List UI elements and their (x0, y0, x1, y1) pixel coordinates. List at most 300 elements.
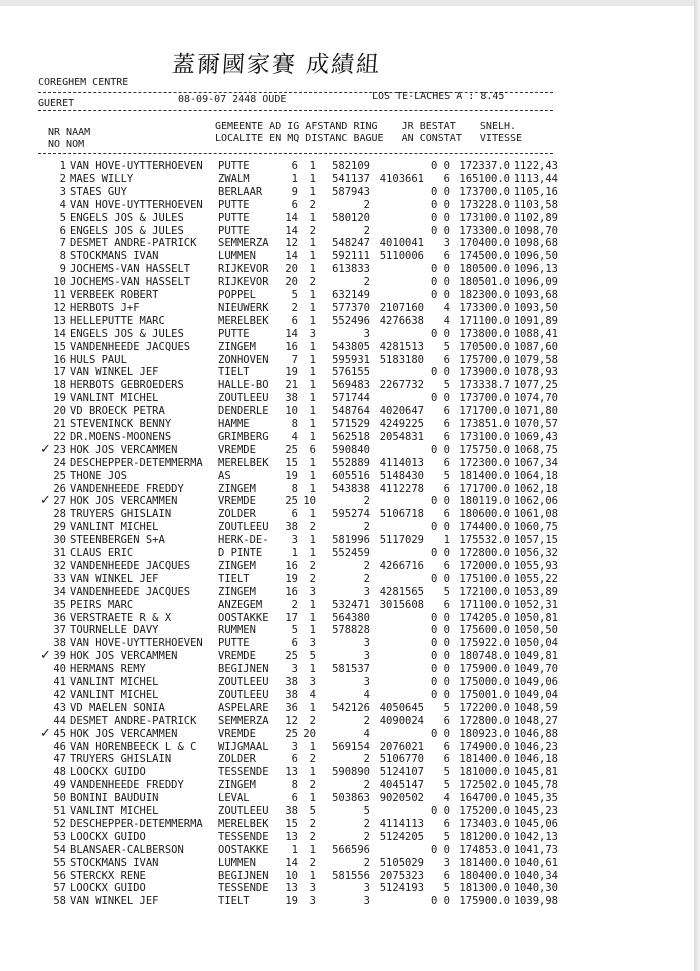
row-speed: 1098,68 (513, 237, 558, 250)
row-name: VERBEEK ROBERT (70, 289, 159, 301)
row-ad: 17 (285, 611, 298, 624)
row-ad: 38 (285, 805, 298, 817)
row-ig: 3 (309, 882, 316, 895)
row-locality: ZOLDER (218, 753, 256, 766)
row-ring: 4276638 (379, 314, 424, 327)
row-locality: HALLE-BO (218, 379, 269, 392)
row-distance: 2 (363, 495, 370, 508)
row-locality: OOSTAKKE (218, 611, 269, 624)
row-ig: 2 (309, 276, 316, 289)
row-distance: 605516 (332, 469, 370, 482)
row-ig: 1 (309, 611, 316, 624)
row-ad: 19 (285, 366, 298, 379)
row-ad: 10 (285, 405, 298, 418)
row-distance: 543805 (332, 340, 370, 353)
row-year: 4 (443, 792, 450, 805)
row-name: VAN WINKEL JEF (70, 366, 159, 379)
row-name: STOCKMANS IVAN (70, 250, 159, 263)
row-locality: PUTTE (218, 211, 250, 224)
row-ad: 2 (291, 598, 298, 611)
row-ring: 4114113 (379, 817, 424, 830)
row-ig: 20 (303, 727, 316, 740)
row-name: STAES GUY (70, 185, 127, 198)
row-constat: 173403.0 (459, 817, 510, 830)
row-rank: 32 (53, 559, 66, 572)
handwritten-check-icon: ✓ (40, 441, 51, 457)
row-speed: 1040,34 (513, 869, 558, 882)
row-rank: 57 (53, 882, 66, 895)
row-locality: TESSENDE (218, 766, 269, 779)
row-ig: 3 (309, 585, 316, 598)
row-distance: 552496 (332, 314, 370, 327)
row-ad: 3 (291, 534, 298, 547)
row-speed: 1071,80 (513, 405, 558, 418)
row-rank: 20 (53, 405, 66, 418)
row-distance: 562518 (332, 430, 370, 443)
row-rank: 28 (53, 508, 66, 521)
row-ig: 1 (309, 701, 316, 714)
row-speed: 1057,15 (513, 534, 558, 547)
row-name: VANLINT MICHEL (70, 688, 159, 701)
row-name: HOK JOS VERCAMMEN (70, 727, 178, 740)
row-rank: 45 (53, 727, 66, 740)
row-name: HERMANS REMY (70, 663, 146, 676)
row-constat: 172000.0 (459, 559, 510, 572)
row-speed: 1048,59 (513, 701, 558, 714)
row-ad: 4 (291, 430, 298, 443)
row-ad: 38 (285, 521, 298, 534)
row-ad: 14 (285, 856, 298, 869)
row-ad: 12 (285, 714, 298, 727)
row-ig: 1 (309, 430, 316, 443)
row-constat: 173700.0 (459, 392, 510, 405)
row-year: 6 (443, 740, 450, 753)
row-rank: 43 (53, 701, 66, 714)
row-distance: 632149 (332, 289, 370, 301)
row-locality: BERLAAR (218, 185, 263, 198)
row-distance: 2 (363, 714, 370, 727)
row-constat: 174400.0 (459, 521, 510, 534)
row-name: HERBOTS GEBROEDERS (70, 379, 184, 392)
row-constat: 175922.0 (459, 637, 510, 650)
row-year: 0 0 (431, 572, 450, 585)
row-speed: 1062,06 (513, 495, 558, 508)
row-year: 0 0 (431, 289, 450, 301)
row-rank: 3 (59, 185, 66, 198)
row-year: 4 (443, 314, 450, 327)
row-ring: 4103661 (379, 172, 424, 185)
row-rank: 53 (53, 830, 66, 843)
row-ad: 2 (291, 301, 298, 314)
row-distance: 5 (363, 805, 370, 817)
row-locality: RIJKEVOR (218, 263, 269, 276)
row-name: LOOCKX GUIDO (70, 766, 146, 779)
row-ad: 36 (285, 701, 298, 714)
row-constat: 173338.7 (459, 379, 510, 392)
row-rank: 41 (53, 676, 66, 688)
row-ad: 16 (285, 340, 298, 353)
scan-edge-top (0, 0, 700, 6)
row-ad: 14 (285, 250, 298, 263)
row-constat: 181000.0 (459, 766, 510, 779)
row-distance: 2 (363, 559, 370, 572)
row-distance: 548764 (332, 405, 370, 418)
row-locality: GRIMBERG (218, 430, 269, 443)
row-year: 0 0 (431, 611, 450, 624)
row-constat: 173300.0 (459, 224, 510, 237)
row-rank: 50 (53, 792, 66, 805)
row-constat: 174205.0 (459, 611, 510, 624)
row-ad: 20 (285, 276, 298, 289)
row-ig: 3 (309, 676, 316, 688)
row-year: 0 0 (431, 263, 450, 276)
row-ring: 4114013 (379, 456, 424, 469)
row-rank: 24 (53, 456, 66, 469)
row-ig: 5 (309, 650, 316, 663)
row-constat: 171700.0 (459, 482, 510, 495)
row-name: VANLINT MICHEL (70, 805, 159, 817)
row-ig: 1 (309, 314, 316, 327)
row-ig: 1 (309, 624, 316, 637)
row-locality: PUTTE (218, 637, 250, 650)
row-name: STEVENINCK BENNY (70, 418, 172, 430)
row-speed: 1062,18 (513, 482, 558, 495)
row-speed: 1069,43 (513, 430, 558, 443)
row-year: 5 (443, 585, 450, 598)
row-year: 0 0 (431, 366, 450, 379)
row-ring: 4045147 (379, 779, 424, 792)
row-speed: 1122,43 (513, 160, 558, 172)
row-locality: MERELBEK (218, 817, 269, 830)
row-rank: 23 (53, 443, 66, 456)
row-ig: 1 (309, 405, 316, 418)
row-rank: 7 (59, 237, 66, 250)
row-name: VANLINT MICHEL (70, 676, 159, 688)
row-locality: WIJGMAAL (218, 740, 269, 753)
row-rank: 54 (53, 843, 66, 856)
row-ad: 25 (285, 495, 298, 508)
row-name: VAN HOVE-UYTTERHOEVEN (70, 160, 203, 172)
row-ad: 8 (291, 418, 298, 430)
row-constat: 173300.0 (459, 301, 510, 314)
row-speed: 1046,23 (513, 740, 558, 753)
row-rank: 55 (53, 856, 66, 869)
row-name: VAN HOVE-UYTTERHOEVEN (70, 198, 203, 211)
row-speed: 1055,93 (513, 559, 558, 572)
row-constat: 175900.0 (459, 663, 510, 676)
row-name: DESCHEPPER-DETEMMERMA (70, 817, 203, 830)
row-year: 6 (443, 869, 450, 882)
row-year: 0 0 (431, 160, 450, 172)
row-locality: RIJKEVOR (218, 276, 269, 289)
row-distance: 590840 (332, 443, 370, 456)
row-ad: 16 (285, 559, 298, 572)
row-rank: 1 (59, 160, 66, 172)
row-locality: PUTTE (218, 327, 250, 340)
row-ig: 2 (309, 559, 316, 572)
handwritten-check-icon: ✓ (40, 725, 51, 741)
row-speed: 1060,75 (513, 521, 558, 534)
row-ig: 1 (309, 172, 316, 185)
row-year: 6 (443, 714, 450, 727)
row-locality: VREMDE (218, 727, 256, 740)
row-constat: 174853.0 (459, 843, 510, 856)
row-ig: 2 (309, 753, 316, 766)
row-speed: 1045,81 (513, 766, 558, 779)
row-ig: 1 (309, 160, 316, 172)
row-ad: 6 (291, 160, 298, 172)
row-ig: 1 (309, 663, 316, 676)
row-rank: 35 (53, 598, 66, 611)
row-rank: 58 (53, 895, 66, 908)
row-speed: 1068,75 (513, 443, 558, 456)
row-ring: 2054831 (379, 430, 424, 443)
row-ig: 1 (309, 418, 316, 430)
row-name: ENGELS JOS & JULES (70, 327, 184, 340)
row-constat: 181400.0 (459, 469, 510, 482)
row-year: 6 (443, 598, 450, 611)
row-locality: SEMMERZA (218, 237, 269, 250)
row-ig: 1 (309, 469, 316, 482)
row-locality: LUMMEN (218, 250, 256, 263)
row-ad: 38 (285, 676, 298, 688)
row-speed: 1048,27 (513, 714, 558, 727)
row-rank: 52 (53, 817, 66, 830)
row-speed: 1045,06 (513, 817, 558, 830)
row-constat: 180119.0 (459, 495, 510, 508)
row-ad: 12 (285, 237, 298, 250)
row-year: 1 (443, 534, 450, 547)
row-ig: 3 (309, 637, 316, 650)
row-constat: 173700.0 (459, 185, 510, 198)
row-ig: 1 (309, 598, 316, 611)
row-locality: ZINGEM (218, 482, 256, 495)
row-ig: 1 (309, 482, 316, 495)
row-ig: 6 (309, 443, 316, 456)
row-locality: AS (218, 469, 231, 482)
row-distance: 571529 (332, 418, 370, 430)
row-speed: 1074,70 (513, 392, 558, 405)
row-ring: 5105029 (379, 856, 424, 869)
row-constat: 174500.0 (459, 250, 510, 263)
row-distance: 2 (363, 521, 370, 534)
row-speed: 1045,35 (513, 792, 558, 805)
row-distance: 2 (363, 572, 370, 585)
row-locality: ZINGEM (218, 779, 256, 792)
row-name: HULS PAUL (70, 353, 127, 366)
row-locality: NIEUWERK (218, 301, 269, 314)
row-year: 5 (443, 830, 450, 843)
row-year: 0 0 (431, 624, 450, 637)
row-constat: 181400.0 (459, 753, 510, 766)
row-ring: 5124193 (379, 882, 424, 895)
row-ad: 1 (291, 547, 298, 559)
row-speed: 1103,58 (513, 198, 558, 211)
row-distance: 2 (363, 224, 370, 237)
row-distance: 581537 (332, 663, 370, 676)
row-distance: 2 (363, 779, 370, 792)
row-rank: 13 (53, 314, 66, 327)
row-name: VANDENHEEDE FREDDY (70, 779, 184, 792)
row-ad: 19 (285, 572, 298, 585)
row-constat: 173851.0 (459, 418, 510, 430)
row-year: 0 0 (431, 211, 450, 224)
row-year: 6 (443, 508, 450, 521)
row-name: VAN HOVE-UYTTERHOEVEN (70, 637, 203, 650)
row-ad: 6 (291, 753, 298, 766)
row-year: 5 (443, 779, 450, 792)
row-constat: 175750.0 (459, 443, 510, 456)
row-ring: 5110006 (379, 250, 424, 263)
row-rank: 2 (59, 172, 66, 185)
row-constat: 172200.0 (459, 701, 510, 714)
row-distance: 571744 (332, 392, 370, 405)
row-rank: 56 (53, 869, 66, 882)
row-name: VAN HORENBEECK L & C (70, 740, 197, 753)
row-year: 5 (443, 379, 450, 392)
row-locality: RUMMEN (218, 624, 256, 637)
row-speed: 1050,50 (513, 624, 558, 637)
row-ad: 10 (285, 869, 298, 882)
row-speed: 1049,81 (513, 650, 558, 663)
row-locality: ZOUTLEEU (218, 521, 269, 534)
row-ig: 1 (309, 211, 316, 224)
row-ig: 1 (309, 508, 316, 521)
row-speed: 1096,50 (513, 250, 558, 263)
row-distance: 552889 (332, 456, 370, 469)
row-distance: 613833 (332, 263, 370, 276)
row-ig: 1 (309, 392, 316, 405)
row-speed: 1070,57 (513, 418, 558, 430)
row-name: TRUYERS GHISLAIN (70, 508, 172, 521)
row-rank: 48 (53, 766, 66, 779)
row-constat: 180500.0 (459, 263, 510, 276)
row-rank: 15 (53, 340, 66, 353)
row-name: HERBOTS J+F (70, 301, 140, 314)
row-constat: 172337.0 (459, 160, 510, 172)
row-ig: 2 (309, 817, 316, 830)
row-rank: 8 (59, 250, 66, 263)
row-speed: 1061,08 (513, 508, 558, 521)
row-speed: 1049,06 (513, 676, 558, 688)
row-distance: 2 (363, 753, 370, 766)
row-rank: 12 (53, 301, 66, 314)
row-ad: 25 (285, 443, 298, 456)
row-constat: 175600.0 (459, 624, 510, 637)
row-distance: 2 (363, 276, 370, 289)
row-ring: 2076021 (379, 740, 424, 753)
row-distance: 581556 (332, 869, 370, 882)
row-ig: 2 (309, 224, 316, 237)
row-ad: 20 (285, 263, 298, 276)
row-speed: 1105,16 (513, 185, 558, 198)
row-year: 0 0 (431, 392, 450, 405)
row-year: 0 0 (431, 895, 450, 908)
row-name: DR.MOENS-MOONENS (70, 430, 172, 443)
row-ring: 4281513 (379, 340, 424, 353)
row-rank: 47 (53, 753, 66, 766)
row-year: 6 (443, 817, 450, 830)
row-ig: 1 (309, 869, 316, 882)
row-year: 0 0 (431, 495, 450, 508)
row-rank: 49 (53, 779, 66, 792)
row-speed: 1050,81 (513, 611, 558, 624)
row-name: TOURNELLE DAVY (70, 624, 159, 637)
row-ad: 15 (285, 817, 298, 830)
row-constat: 171100.0 (459, 314, 510, 327)
row-name: PEIRS MARC (70, 598, 134, 611)
row-locality: ANZEGEM (218, 598, 263, 611)
row-distance: 503863 (332, 792, 370, 805)
row-distance: 3 (363, 895, 370, 908)
row-distance: 543838 (332, 482, 370, 495)
row-distance: 3 (363, 882, 370, 895)
row-name: HOK JOS VERCAMMEN (70, 443, 178, 456)
row-name: VD BROECK PETRA (70, 405, 165, 418)
row-distance: 592111 (332, 250, 370, 263)
row-speed: 1040,30 (513, 882, 558, 895)
row-locality: OOSTAKKE (218, 843, 269, 856)
row-rank: 10 (53, 276, 66, 289)
row-locality: ZOUTLEEU (218, 805, 269, 817)
row-locality: ZOUTLEEU (218, 676, 269, 688)
row-constat: 175900.0 (459, 895, 510, 908)
row-ring: 5148430 (379, 469, 424, 482)
row-distance: 2 (363, 817, 370, 830)
row-speed: 1088,41 (513, 327, 558, 340)
row-locality: PUTTE (218, 224, 250, 237)
row-locality: BEGIJNEN (218, 869, 269, 882)
row-name: MAES WILLY (70, 172, 134, 185)
row-ad: 6 (291, 637, 298, 650)
row-ig: 1 (309, 237, 316, 250)
row-constat: 173900.0 (459, 366, 510, 379)
row-ring: 2107160 (379, 301, 424, 314)
row-ring: 4020647 (379, 405, 424, 418)
row-year: 6 (443, 456, 450, 469)
row-ad: 8 (291, 482, 298, 495)
row-rank: 46 (53, 740, 66, 753)
row-ig: 1 (309, 534, 316, 547)
row-ad: 38 (285, 392, 298, 405)
row-constat: 180600.0 (459, 508, 510, 521)
row-constat: 182300.0 (459, 289, 510, 301)
row-ad: 16 (285, 585, 298, 598)
col-header-line1: GEMEENTE AD IG AFSTAND RING JR BESTAT SNELH. (215, 121, 517, 132)
row-constat: 175001.0 (459, 688, 510, 701)
row-name: VANDENHEEDE JACQUES (70, 559, 191, 572)
row-distance: 578828 (332, 624, 370, 637)
row-year: 0 0 (431, 727, 450, 740)
row-distance: 564380 (332, 611, 370, 624)
row-locality: ZONHOVEN (218, 353, 269, 366)
row-distance: 3 (363, 327, 370, 340)
row-ig: 2 (309, 830, 316, 843)
row-name: DESCHEPPER-DETEMMERMA (70, 456, 203, 469)
row-distance: 590890 (332, 766, 370, 779)
row-rank: 19 (53, 392, 66, 405)
row-name: VANDENHEEDE JACQUES (70, 340, 191, 353)
row-speed: 1093,68 (513, 289, 558, 301)
row-year: 0 0 (431, 843, 450, 856)
row-constat: 172800.0 (459, 714, 510, 727)
row-speed: 1046,88 (513, 727, 558, 740)
row-locality: VREMDE (218, 495, 256, 508)
row-ig: 2 (309, 521, 316, 534)
row-year: 6 (443, 559, 450, 572)
row-distance: 582109 (332, 160, 370, 172)
row-ring: 5117029 (379, 534, 424, 547)
